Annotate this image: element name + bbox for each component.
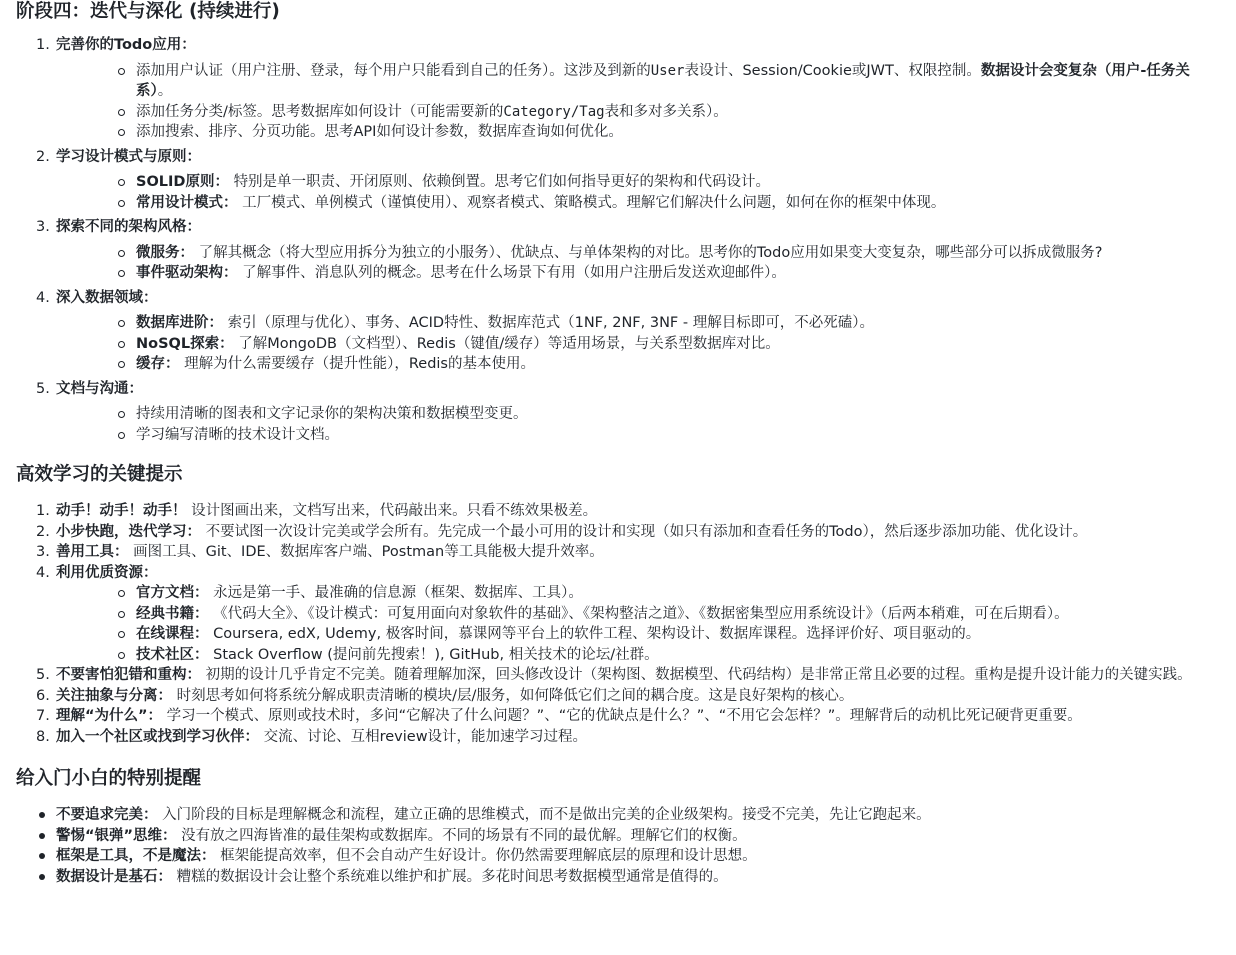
list-item: 警惕“银弹”思维： 没有放之四海皆准的最佳架构或数据库。不同的场景有不同的最优解。理解它们的权衡。 xyxy=(16,826,1220,847)
section-title-beginner: 给入门小白的特别提醒 xyxy=(16,768,202,789)
item-heading: 文档与沟通： xyxy=(56,380,143,397)
item-heading: 学习设计模式与原则： xyxy=(56,148,201,165)
list-item: 2. 小步快跑，迭代学习： 不要试图一次设计完美或学会所有。先完成一个最小可用的设计和实现（如只有添加和查看任务的Todo），然后逐步添加功能、优化设计。 xyxy=(36,523,1088,540)
list-item: 框架是工具，不是魔法： 框架能提高效率，但不会自动产生好设计。你仍然需要理解底层的原理和设计思想。 xyxy=(16,846,1220,867)
section-title-tips: 高效学习的关键提示 xyxy=(16,464,183,485)
list-item: 5. 不要害怕犯错和重构： 初期的设计几乎肯定不完美。随着理解加深，回头修改设计（架构图、数据模型、代码结构）是非常正常且必要的过程。重构是提升设计能力的关键实践。 xyxy=(36,667,1192,683)
sub-item: 添加搜索、排序、分页功能。思考API如何设计参数，数据库查询如何优化。 xyxy=(56,122,1220,143)
list-item: 7. 理解“为什么”： 学习一个模式、原则或技术时，多问“它解决了什么问题？”、“它的优缺点是什么？”、“不用它会怎样？”。理解背后的动机比死记硬背更重要。 xyxy=(36,708,1082,724)
sub-item: SOLID原则： 特别是单一职责、开闭原则、依赖倒置。思考它们如何指导更好的架构和代码设计。 xyxy=(56,172,1220,193)
list-item: 3. 探索不同的架构风格： 微服务： 了解其概念（将大型应用拆分为独立的小服务）、优缺点、与单体架构的对比。思考你的Todo应用如果变大变复杂，哪些部分可以拆成微服务? 事件驱动架构： 了解事件、消息队列的概念。思考在什么场景下有用（如用户注册后发送欢迎邮件）。 xyxy=(16,217,1220,284)
list-item: 1. 动手！动手！动手！ 设计图画出来，文档写出来，代码敲出来。只看不练效果极差。 xyxy=(36,503,598,519)
list-item: 5. 文档与沟通： 持续用清晰的图表和文字记录你的架构决策和数据模型变更。 学习编写清晰的技术设计文档。 xyxy=(16,379,1220,446)
sub-item: 在线课程： Coursera, edX, Udemy, 极客时间，慕课网等平台上的软件工程、架构设计、数据库课程。选择评价好、项目驱动的。 xyxy=(56,624,1220,645)
section-title-stage4: 阶段四：迭代与深化 (持续进行) xyxy=(16,1,280,22)
sub-item: 缓存： 理解为什么需要缓存（提升性能），Redis的基本使用。 xyxy=(56,354,1220,375)
list-item: 4. 深入数据领域： 数据库进阶： 索引（原理与优化）、事务、ACID特性、数据库范式（1NF, 2NF, 3NF - 理解目标即可，不必死磕）。 NoSQL探索： 了解MongoDB（文档型）、Redis（键值/缓存）等适用场景，与关系型数据库对比。 缓存： 理解为什么需要缓存（提升性能），Redis的基本使用。 xyxy=(16,288,1220,375)
sub-item: 学习编写清晰的技术设计文档。 xyxy=(56,425,1220,446)
sub-item: 官方文档： 永远是第一手、最准确的信息源（框架、数据库、工具）。 xyxy=(56,583,1220,604)
list-item: 不要追求完美： 入门阶段的目标是理解概念和流程，建立正确的思维模式，而不是做出完美的企业级架构。接受不完美，先让它跑起来。 xyxy=(16,805,1220,826)
list-item: 8. 加入一个社区或找到学习伙伴： 交流、讨论、互相review设计，能加速学习过程。 xyxy=(36,728,588,745)
sub-item: 持续用清晰的图表和文字记录你的架构决策和数据模型变更。 xyxy=(56,404,1220,425)
stage4-list xyxy=(16,35,1220,445)
sub-item: 经典书籍： 《代码大全》、《设计模式：可复用面向对象软件的基础》、《架构整洁之道》、《数据密集型应用系统设计》（后两本稍难，可在后期看）。 xyxy=(56,604,1220,625)
sub-item: 添加用户认证（用户注册、登录，每个用户只能看到自己的任务）。这涉及到新的User表设计、Session/Cookie或JWT、权限控制。数据设计会变复杂（用户-任务关系）。 xyxy=(56,61,1220,102)
list-item: 2. 学习设计模式与原则： SOLID原则： 特别是单一职责、开闭原则、依赖倒置。思考它们如何指导更好的架构和代码设计。 常用设计模式： 工厂模式、单例模式（谨慎使用）、观察者模式、策略模式。理解它们解决什么问题，如何在你的框架中体现。 xyxy=(16,147,1220,214)
beginner-list xyxy=(16,805,1220,887)
sub-item: 微服务： 了解其概念（将大型应用拆分为独立的小服务）、优缺点、与单体架构的对比。思考你的Todo应用如果变大变复杂，哪些部分可以拆成微服务? xyxy=(56,243,1220,264)
sub-item: NoSQL探索： 了解MongoDB（文档型）、Redis（键值/缓存）等适用场景，与关系型数据库对比。 xyxy=(56,334,1220,355)
list-item: 数据设计是基石： 糟糕的数据设计会让整个系统难以维护和扩展。多花时间思考数据模型通常是值得的。 xyxy=(16,867,1220,888)
item-heading: 探索不同的架构风格： xyxy=(56,219,201,235)
list-item: 4. 利用优质资源： 官方文档： 永远是第一手、最准确的信息源（框架、数据库、工具）。 经典书籍： 《代码大全》、《设计模式：可复用面向对象软件的基础》、《架构整洁之道》、《数据密集型应用系统设计》（后两本稍难，可在后期看）。 在线课程： Coursera, edX, Udemy, 极客时间，慕课网等平台上的软件工程、架构设计、数据库课程。选择评价好、项目驱动的。 技术社区： Stack Overflow (提问前先搜索！), GitHub, 相关技术的论坛/社群。 xyxy=(16,563,1220,666)
tips-list xyxy=(16,501,1220,747)
sub-item: 数据库进阶： 索引（原理与优化）、事务、ACID特性、数据库范式（1NF, 2NF, 3NF - 理解目标即可，不必死磕）。 xyxy=(56,313,1220,334)
list-item: 1. 完善你的Todo应用： 添加用户认证（用户注册、登录，每个用户只能看到自己的任务）。这涉及到新的User表设计、Session/Cookie或JWT、权限控制。数据设计会变复杂（用户-任务关系）。 添加任务分类/标签。思考数据库如何设计（可能需要新的Category/Tag表和多对多关系）。 添加搜索、排序、分页功能。思考API如何设计参数，数据库查询如何优化。 xyxy=(16,35,1220,143)
sub-item: 技术社区： Stack Overflow (提问前先搜索！), GitHub, 相关技术的论坛/社群。 xyxy=(56,645,1220,666)
list-item: 6. 关注抽象与分离： 时刻思考如何将系统分解成职责清晰的模块/层/服务，如何降低它们之间的耦合度。这是良好架构的核心。 xyxy=(36,687,854,704)
item-heading: 完善你的Todo应用： xyxy=(56,37,196,53)
list-item: 3. 善用工具： 画图工具、Git、IDE、数据库客户端、Postman等工具能极大提升效率。 xyxy=(36,544,604,560)
sub-item: 添加任务分类/标签。思考数据库如何设计（可能需要新的Category/Tag表和多对多关系）。 xyxy=(56,102,1220,123)
sub-item: 事件驱动架构： 了解事件、消息队列的概念。思考在什么场景下有用（如用户注册后发送欢迎邮件）。 xyxy=(56,263,1220,284)
sub-item: 常用设计模式： 工厂模式、单例模式（谨慎使用）、观察者模式、策略模式。理解它们解决什么问题，如何在你的框架中体现。 xyxy=(56,193,1220,214)
item-heading: 深入数据领域： xyxy=(56,289,158,306)
